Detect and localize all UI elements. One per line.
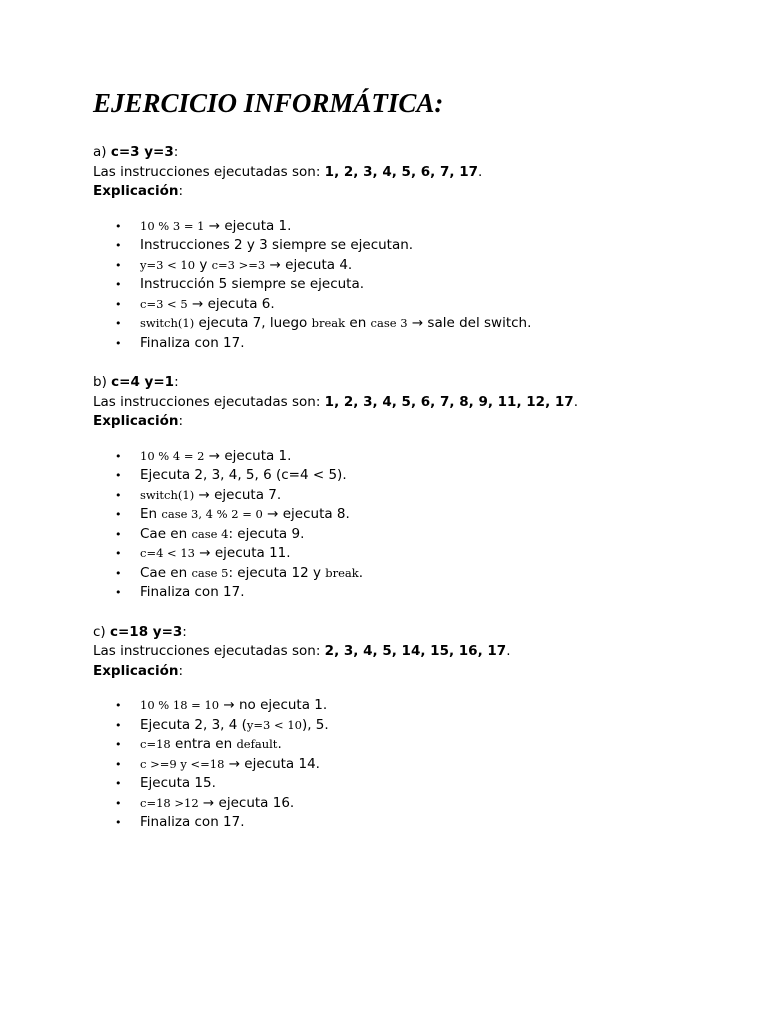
bullet-icon: • [115,449,122,463]
list-item [93,447,713,467]
item-text: Finaliza con 17. [140,814,245,830]
item-text: → ejecuta 1. [204,447,292,464]
item-text: → sale del switch. [407,315,532,331]
instructions-suffix: . [478,163,483,180]
explanation-list [93,217,713,354]
item-text: y [195,256,212,273]
item-text: → ejecuta 1. [204,217,292,234]
bullet-icon: • [115,757,122,771]
code-expression: 10 % 3 = 1 [140,218,205,233]
case-suffix: : [173,144,179,160]
explanation-label: Explicación [93,413,179,429]
list-item [93,314,713,334]
case-suffix: : [182,623,187,640]
bullet-icon: • [115,278,122,291]
executed-instructions [93,163,713,183]
bullet-icon: • [115,796,122,810]
instructions-values: 2, 3, 4, 5, 14, 15, 16, 17 [324,643,507,659]
code-expression: case 3, 4 % 2 = 0 [161,507,263,521]
explanation-label: Explicación [93,662,179,679]
list-item [93,564,713,584]
item-text: Cae en [140,525,192,542]
explanation-suffix: : [178,413,184,429]
explanation-heading [93,182,713,202]
instructions-suffix: . [506,643,511,659]
case-values: c=18 y=3 [109,623,183,640]
explanation-suffix: : [178,662,184,679]
instructions-label: Las instrucciones ejecutadas son: [93,643,325,659]
exercise-section [93,143,713,353]
code-expression: case 3 [370,316,408,330]
case-values: c=3 y=3 [110,144,174,160]
list-item [93,466,713,486]
explanation-list [93,447,713,603]
bullet-icon: • [115,718,122,732]
case-suffix: : [174,374,179,390]
item-text: ejecuta 7, luego [194,315,312,331]
item-text: Ejecuta 2, 3, 4, 5, 6 (c=4 < 5). [140,467,347,483]
item-text: . [358,564,364,581]
item-text: Instrucciones 2 y 3 siempre se ejecutan. [140,237,414,253]
code-expression: c=3 >=3 [211,257,266,272]
case-prefix: b) [93,374,112,390]
list-item [93,334,713,354]
code-expression: case 5 [191,565,229,580]
list-item [93,583,713,603]
item-text: Finaliza con 17. [140,334,245,351]
code-expression: break [325,565,359,580]
item-text: → ejecuta 7. [194,486,282,503]
item-text: → ejecuta 14. [224,755,320,772]
bullet-icon: • [115,527,122,541]
item-text: Cae en [140,564,192,581]
explanation-heading [93,412,713,432]
code-expression: switch(1) [140,487,195,502]
code-expression: c=18 [140,737,171,751]
code-expression: break [311,316,346,330]
item-text: entra en [170,736,237,752]
list-item [93,774,713,794]
list-item [93,256,713,276]
bullet-icon: • [115,508,122,521]
item-text: → no ejecuta 1. [219,697,328,713]
executed-instructions [93,393,713,413]
item-text: : ejecuta 12 y [228,564,326,581]
code-expression: y=3 < 10 [140,257,196,272]
code-expression: switch(1) [140,316,195,330]
list-item [93,735,713,755]
code-expression: 10 % 4 = 2 [140,448,205,463]
instructions-suffix: . [573,393,578,410]
item-text: ), 5. [301,716,329,733]
executed-instructions [93,642,713,662]
item-text: → ejecuta 4. [265,256,353,273]
bullet-icon: • [115,469,122,482]
list-item [93,217,713,237]
item-text: . [277,736,282,752]
code-expression: c=4 < 13 [140,546,195,560]
exercise-section [93,623,713,833]
code-expression: case 4 [191,526,229,541]
explanation-suffix: : [178,183,184,199]
list-item [93,544,713,564]
item-text: Ejecuta 15. [140,775,216,791]
document-title: EJERCICIO INFORMÁTICA: [93,88,444,118]
instructions-label: Las instrucciones ejecutadas son: [93,163,325,180]
list-item [93,236,713,256]
bullet-icon: • [115,488,122,502]
bullet-icon: • [115,586,122,599]
bullet-icon: • [115,297,122,311]
list-item [93,275,713,295]
item-text: Ejecuta 2, 3, 4 ( [140,716,247,733]
item-text: Instrucción 5 siempre se ejecuta. [140,276,365,292]
explanation-list [93,696,713,833]
list-item [93,486,713,506]
exercise-sections [93,143,713,833]
explanation-label: Explicación [93,183,179,199]
document-page [93,85,713,853]
bullet-icon: • [115,547,122,560]
item-text: → ejecuta 6. [187,295,275,312]
list-item [93,505,713,525]
item-text: → ejecuta 11. [194,545,291,561]
bullet-icon: • [115,239,122,252]
item-text: en [345,315,371,331]
item-text: En [140,506,162,522]
exercise-section [93,373,713,603]
bullet-icon: • [115,816,122,829]
list-item [93,696,713,716]
bullet-icon: • [115,699,122,712]
list-item [93,525,713,545]
case-heading [93,623,713,643]
case-prefix: c) [93,623,110,640]
bullet-icon: • [115,336,122,350]
item-text: Finaliza con 17. [140,584,245,600]
list-item [93,813,713,833]
instructions-values: 1, 2, 3, 4, 5, 6, 7, 17 [324,163,479,180]
code-expression: 10 % 18 = 10 [140,698,220,712]
list-item [93,716,713,736]
case-prefix: a) [93,144,111,160]
item-text: : ejecuta 9. [228,525,305,542]
item-text: → ejecuta 8. [262,506,350,522]
case-values: c=4 y=1 [111,374,175,390]
instructions-values: 1, 2, 3, 4, 5, 6, 7, 8, 9, 11, 12, 17 [324,393,574,410]
list-item [93,755,713,775]
code-expression: default [236,737,278,751]
bullet-icon: • [115,566,122,580]
list-item [93,794,713,814]
list-item [93,295,713,315]
code-expression: c >=9 y <=18 [140,756,225,771]
code-expression: c=3 < 5 [140,296,188,311]
code-expression: c=18 >12 [140,795,199,810]
bullet-icon: • [115,777,122,790]
code-expression: y=3 < 10 [246,717,302,732]
item-text: → ejecuta 16. [198,794,295,811]
case-heading [93,143,713,163]
bullet-icon: • [115,219,122,233]
case-heading [93,373,713,393]
explanation-heading [93,662,713,682]
instructions-label: Las instrucciones ejecutadas son: [93,393,325,410]
bullet-icon: • [115,738,122,751]
bullet-icon: • [115,258,122,272]
bullet-icon: • [115,317,122,330]
